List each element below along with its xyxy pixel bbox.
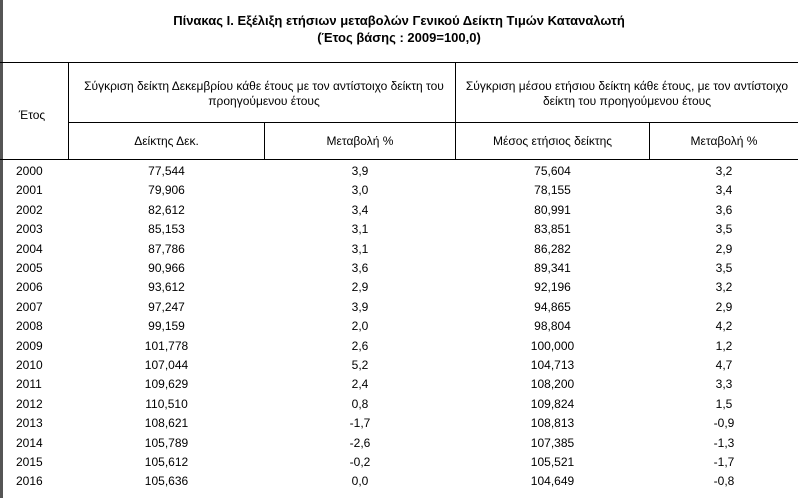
dec-index-cell: 105,636 <box>144 474 189 489</box>
avg-index-cell: 80,991 <box>534 202 571 217</box>
left-edge-rule <box>0 0 3 498</box>
avg-change-cell: -0,8 <box>713 474 735 489</box>
dec-index-cell: 107,044 <box>144 358 189 372</box>
avg-change-cell: 3,2 <box>715 280 733 295</box>
year-cell: 2013 <box>16 416 43 431</box>
dec-change-cell: 2,6 <box>351 338 369 353</box>
year-cell: 2002 <box>16 202 43 217</box>
avg-change-cell: 3,5 <box>715 222 733 237</box>
title-line-2: (Έτος βάσης : 2009=100,0) <box>317 30 481 45</box>
avg-change-cell: 1,2 <box>715 338 733 353</box>
dec-change-cell: -1,7 <box>349 416 371 431</box>
year-cell: 2014 <box>16 435 43 450</box>
dec-change-cell: 3,4 <box>351 202 369 217</box>
avg-change-cell: 4,2 <box>715 319 733 334</box>
dec-group-header: Σύγκριση δείκτη Δεκεμβρίου κάθε έτους με τον αντίστοιχο δείκτη του προηγούμενου έτους <box>84 79 444 108</box>
year-cell: 2006 <box>16 280 43 295</box>
dec-change-cell: 3,9 <box>351 164 369 178</box>
avg-index-cell: 108,200 <box>530 377 575 392</box>
dec-change-cell: 3,9 <box>351 299 369 314</box>
dec-change-cell: -2,6 <box>349 435 371 450</box>
header-top-rule <box>0 62 798 63</box>
dec-index-cell: 101,778 <box>144 338 189 353</box>
avg-change-cell: -1,3 <box>713 435 735 450</box>
dec-change-header: Μεταβολή % <box>326 134 394 148</box>
avg-index-cell: 86,282 <box>534 241 571 256</box>
dec-index-cell: 110,510 <box>145 396 188 411</box>
avg-change-cell: 3,4 <box>715 183 733 198</box>
avg-index-cell: 92,196 <box>534 280 571 295</box>
avg-index-cell: 104,713 <box>530 358 575 372</box>
dec-change-cell: 3,1 <box>351 241 369 256</box>
dec-change-cell: 3,0 <box>351 183 369 198</box>
dec-change-cell: 0,8 <box>351 396 369 411</box>
avg-change-cell: 1,5 <box>715 396 733 411</box>
year-cell: 2012 <box>16 396 43 411</box>
year-cell: 2010 <box>16 358 43 372</box>
dec-change-cell: 3,6 <box>351 261 369 275</box>
dec-index-cell: 79,906 <box>148 183 185 198</box>
avg-group-header: Σύγκριση μέσου ετήσιου δείκτη κάθε έτους, με τον αντίστοιχο δείκτη του προηγούμενου έτους <box>465 79 789 108</box>
avg-change-header: Μεταβολή % <box>690 134 758 148</box>
avg-index-cell: 100,000 <box>530 338 575 353</box>
avg-change-cell: -0,9 <box>713 416 735 431</box>
dec-index-cell: 93,612 <box>148 280 185 295</box>
avg-index-cell: 104,649 <box>530 474 575 489</box>
year-cell: 2003 <box>16 222 43 237</box>
dec-index-cell: 87,786 <box>148 241 185 256</box>
dec-change-cell: 0,0 <box>351 474 369 489</box>
table-title <box>0 12 798 46</box>
avg-change-cell: 3,2 <box>715 164 733 178</box>
avg-index-cell: 94,865 <box>534 299 571 314</box>
header-bottom-rule <box>0 159 798 160</box>
dec-change-cell: -0,2 <box>349 455 371 469</box>
subheader-rule <box>68 122 798 123</box>
avg-change-cell: 2,9 <box>715 299 733 314</box>
avg-index-header: Μέσος ετήσιος δείκτης <box>492 134 613 148</box>
year-cell: 2005 <box>16 261 43 275</box>
avg-index-cell: 78,155 <box>534 183 571 198</box>
title-line-1: Πίνακας Ι. Εξέλιξη ετήσιων μεταβολών Γενικού Δείκτη Τιμών Καταναλωτή <box>173 13 625 28</box>
dec-change-cell: 2,9 <box>351 280 369 295</box>
year-cell: 2011 <box>16 377 42 392</box>
year-cell: 2015 <box>16 455 43 469</box>
avg-index-cell: 83,851 <box>534 222 571 237</box>
year-cell: 2000 <box>16 164 43 178</box>
avg-index-cell: 107,385 <box>530 435 575 450</box>
dec-change-cell: 3,1 <box>351 222 369 237</box>
avg-index-cell: 105,521 <box>530 455 575 469</box>
dec-index-cell: 108,621 <box>144 416 189 431</box>
year-cell: 2008 <box>16 319 43 334</box>
dec-index-cell: 77,544 <box>148 164 185 178</box>
avg-change-cell: -1,7 <box>713 455 735 469</box>
avg-change-cell: 2,9 <box>715 241 733 256</box>
avg-index-cell: 109,824 <box>530 396 575 411</box>
avg-change-cell: 3,6 <box>715 202 733 217</box>
dec-change-cell: 5,2 <box>351 358 369 372</box>
avg-index-cell: 89,341 <box>534 261 571 275</box>
dec-index-cell: 99,159 <box>148 319 185 334</box>
dec-index-cell: 85,153 <box>148 222 185 237</box>
dec-index-cell: 97,247 <box>148 299 185 314</box>
dec-change-cell: 2,0 <box>351 319 369 334</box>
avg-index-cell: 108,813 <box>530 416 575 431</box>
year-cell: 2016 <box>16 474 43 489</box>
dec-index-cell: 90,966 <box>148 261 185 275</box>
avg-index-cell: 75,604 <box>534 164 571 178</box>
year-header: Έτος <box>18 108 46 122</box>
dec-index-header: Δείκτης Δεκ. <box>134 134 199 148</box>
avg-change-cell: 4,7 <box>715 358 733 372</box>
dec-index-cell: 109,629 <box>144 377 189 392</box>
year-cell: 2004 <box>16 241 43 256</box>
dec-index-cell: 105,612 <box>144 455 189 469</box>
dec-index-cell: 82,612 <box>148 202 185 217</box>
year-cell: 2001 <box>16 183 43 198</box>
avg-change-cell: 3,3 <box>715 377 733 392</box>
dec-index-cell: 105,789 <box>144 435 189 450</box>
avg-index-cell: 98,804 <box>534 319 571 334</box>
year-cell: 2007 <box>16 299 43 314</box>
dec-change-cell: 2,4 <box>351 377 369 392</box>
year-cell: 2009 <box>16 338 43 353</box>
avg-change-cell: 3,5 <box>715 261 733 275</box>
